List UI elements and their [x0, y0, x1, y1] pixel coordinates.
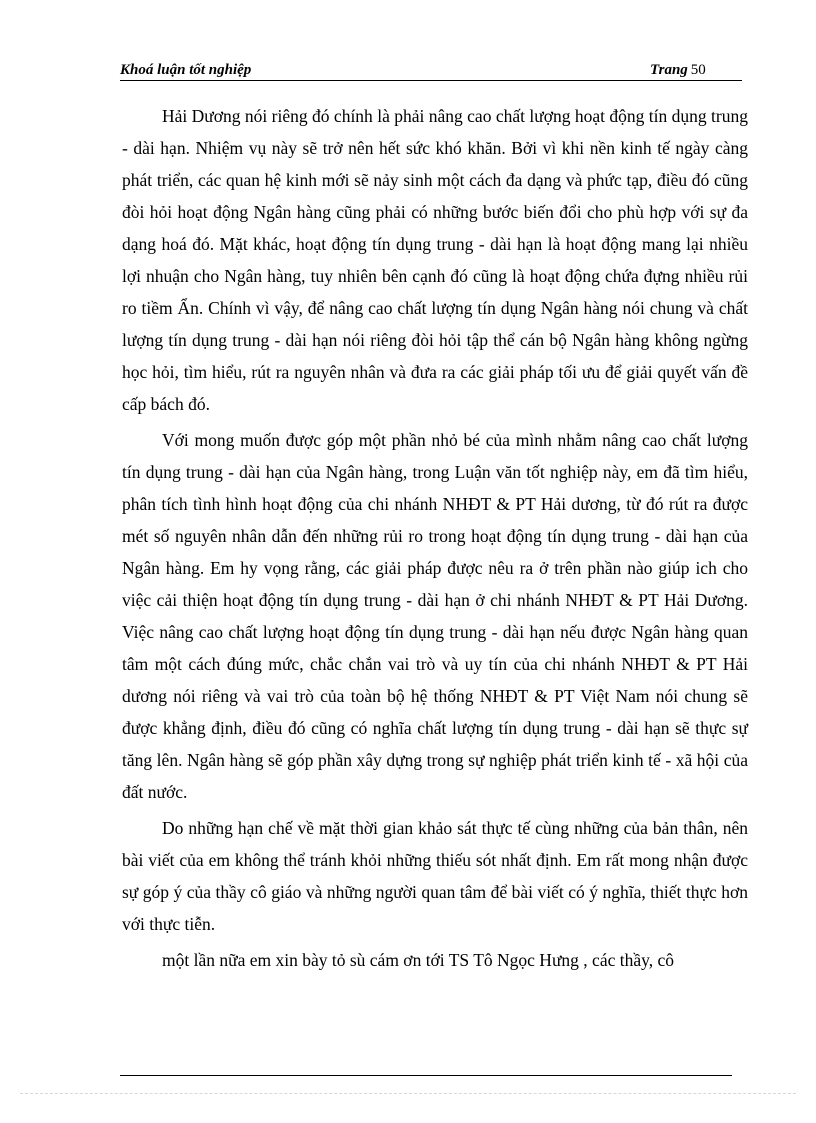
page-label: Trang	[650, 62, 688, 78]
document-title: Khoá luận tốt nghiệp	[120, 62, 252, 78]
page-number: 50	[690, 62, 706, 78]
paragraph: Do những hạn chế về mặt thời gian khảo sát thực tế cùng những của bản thân, nên bài viết của em không thể tránh khỏi những thiếu sót nhất định. Em rất mong nhận được sự góp ý của thầy cô giáo và những người quan tâm để bài viết có ý nghĩa, thiết thực hơn với thực tiễn.	[122, 818, 748, 934]
paragraph: một lần nữa em xin bày tỏ sù cám ơn tới TS Tô Ngọc Hưng , các thầy, cô	[162, 950, 674, 970]
paragraph: Hải Dương nói riêng đó chính là phải nâng cao chất lượng hoạt động tín dụng trung - dài hạn. Nhiệm vụ này sẽ trở nên hết sức khó khăn. Bởi vì khi nền kinh tế ngày càng phát triển, các quan hệ kinh mới sẽ nảy sinh một cách đa dạng và phức tạp, điều đó cũng đòi hỏi hoạt động Ngân hàng cũng phải có những bước biến đổi cho phù hợp với sự đa dạng hoá đó. Mặt khác, hoạt động tín dụng trung - dài hạn là hoạt động mang lại nhiều lợi nhuận cho Ngân hàng, tuy nhiên bên cạnh đó cũng là hoạt động chứa đựng nhiều rủi ro tiềm Ẩn. Chính vì vậy, để nâng cao chất lượng tín dụng Ngân hàng nói chung và chất lượng tín dụng trung - dài hạn nói riêng đòi hỏi tập thể cán bộ Ngân hàng không ngừng học hỏi, tìm hiểu, rút ra nguyên nhân và đưa ra các giải pháp tối ưu để giải quyết vấn đề cấp bách đó.	[122, 106, 748, 414]
footer-divider	[120, 1075, 732, 1076]
page-boundary	[20, 1093, 796, 1094]
document-body	[122, 100, 748, 976]
paragraph: Với mong muốn được góp một phần nhỏ bé của mình nhằm nâng cao chất lượng tín dụng trung - dài hạn của Ngân hàng, trong Luận văn tốt nghiệp này, em đã tìm hiểu, phân tích tình hình hoạt động của chi nhánh NHĐT & PT Hải dương, từ đó rút ra được mét số nguyên nhân dẫn đến những rủi ro trong hoạt động tín dụng trung - dài hạn của Ngân hàng. Em hy vọng rằng, các giải pháp được nêu ra ở trên phần nào giúp ich cho việc cải thiện hoạt động tín dụng trung - dài hạn ở chi nhánh NHĐT & PT Hải Dương. Việc nâng cao chất lượng hoạt động tín dụng trung - dài hạn nếu được Ngân hàng quan tâm một cách đúng mức, chắc chắn vai trò và uy tín của chi nhánh NHĐT & PT Hải dương nói riêng và vai trò của toàn bộ hệ thống NHĐT & PT Việt Nam nói chung sẽ được khẳng định, điều đó cũng có nghĩa chất lượng tín dụng trung - dài hạn sẽ thực sự tăng lên. Ngân hàng sẽ góp phần xây dựng trong sự nghiệp phát triển kinh tế - xã hội của đất nước.	[122, 430, 748, 802]
page-header	[120, 60, 742, 81]
page-indicator	[650, 62, 706, 79]
